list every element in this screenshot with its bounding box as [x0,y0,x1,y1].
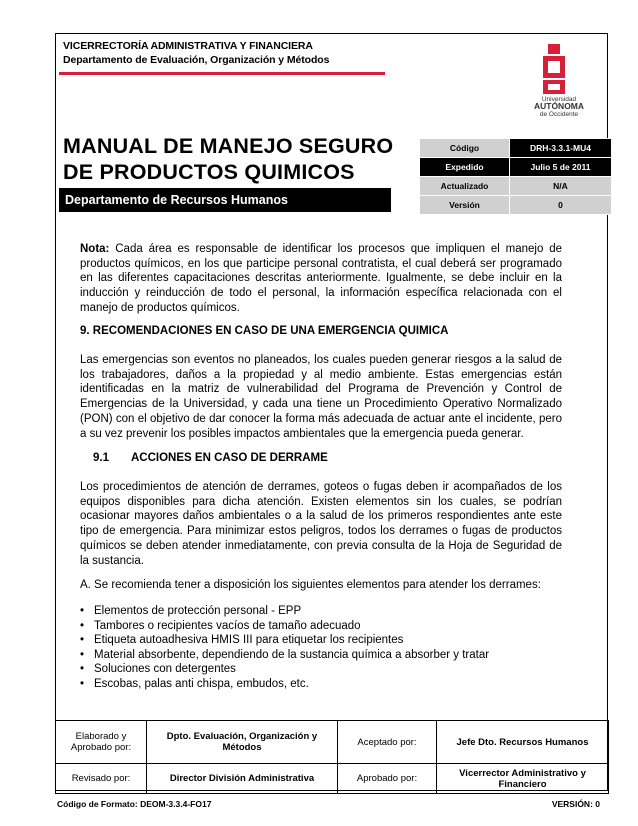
logo-de-occidente: de Occidente [539,111,579,116]
aprobado-value: Vicerrector Administrativo y Financiero [437,764,609,794]
meta-label: Expedido [420,158,510,177]
list-item: • Escobas, palas anti chispa, embudos, etc. [80,677,489,692]
title-line-1: MANUAL DE MANEJO SEGURO [63,134,394,158]
version-label: VERSIÓN: 0 [551,799,600,809]
section-9-1-heading: ACCIONES EN CASO DE DERRAME [131,452,328,464]
meta-row-actualizado [420,177,612,196]
aceptado-value: Jefe Dto. Recursos Humanos [437,721,609,764]
item-a-text: A. Se recomienda tener a disposición los siguientes elementos para atender los derrames: [80,579,541,591]
list-item: • Tambores o recipientes vacíos de tamaño adecuado [80,619,489,634]
meta-value: Julio 5 de 2011 [510,158,612,177]
meta-row-expedido [420,158,612,177]
department-subtitle: Departamento de Evaluación, Organización y Métodos [63,54,330,66]
aceptado-label: Aceptado por: [338,721,437,764]
meta-value: N/A [510,177,612,196]
nota-label: Nota: [80,243,110,255]
header-red-rule [59,72,385,75]
meta-value: 0 [510,196,612,215]
section-9-1-paragraph: Los procedimientos de atención de derrames, goteos o fugas deben ir acompañados de los equipos disponibles para dicha atención. Existen elementos sin los cuales, se podrían ocasionar mayores daños ambientales o a la salud de los primeros respondientes ante este tipo de emergencia. Para minimizar estos peligros, todos los derrames o fugas de productos químicos se deben atender inmediatamente, con previa consulta de la Hoja de Seguridad de la sustancia. [80,481,562,567]
equipment-list [80,604,489,692]
department-bar: Departamento de Recursos Humanos [59,188,391,212]
format-code: Código de Formato: DEOM-3.3.4-FO17 [57,799,212,809]
meta-label: Versión [420,196,510,215]
section-9-heading: 9. RECOMENDACIONES EN CASO DE UNA EMERGENCIA QUIMICA [80,325,449,337]
signature-row-1 [56,721,609,764]
elaborado-value: Dpto. Evaluación, Organización y Métodos [147,721,338,764]
list-item: • Soluciones con detergentes [80,662,489,677]
list-item: • Material absorbente, dependiendo de la sustancia química a absorber y tratar [80,648,489,663]
section-9-paragraph: Las emergencias son eventos no planeados, los cuales pueden generar riesgos a la salud de los trabajadores, daños a la propiedad y al medio ambiente. Estas emergencias están identificadas en la matriz de vulnerabilidad del Programa de Prevención y Control de Emergencias de la Universidad, y cada una tiene un Procedimiento Operativo Normalizado (PON) con el objetivo de dar conocer la forma más adecuada de actuar ante el incidente, pero a su vez prevenir los posibles impactos ambientales que la emergencia pueda generar. [80,354,562,440]
meta-value: DRH-3.3.1-MU4 [510,139,612,158]
revisado-label: Revisado por: [56,764,147,794]
meta-row-version [420,196,612,215]
vicerrectoria-label: VICERRECTORÍA ADMINISTRATIVA Y FINANCIERA [63,40,313,52]
title-line-2: DE PRODUCTOS QUIMICOS [63,160,355,184]
nota-paragraph [80,242,562,316]
revisado-value: Director División Administrativa [147,764,338,794]
document-title [63,133,393,185]
list-item: • Elementos de protección personal - EPP [80,604,489,619]
list-item: • Etiqueta autoadhesiva HMIS III para etiquetar los recipientes [80,633,489,648]
aprobado-label: Aprobado por: [338,764,437,794]
logo-autonoma: AUTÓNOMA [533,101,585,111]
section-9-1-number: 9.1 [93,452,109,464]
elaborado-label: Elaborado y Aprobado por: [56,721,147,764]
meta-row-codigo [420,139,612,158]
meta-label: Código [420,139,510,158]
meta-label: Actualizado [420,177,510,196]
logo-universidad: Universidad [541,96,577,103]
signature-row-2 [56,764,609,794]
document-meta-table [419,138,612,215]
nota-text: Cada área es responsable de identificar los procesos que impliquen el manejo de productos químicos, en los que participe personal contratista, el cual deberá ser programado en las diferentes capacitaciones descritas anteriormente. Igualmente, se debe incluir en la inducción y reinducción de todo el personal, la información específica relacionada con el manejo de productos químicos. [80,243,562,314]
university-logo [518,44,600,116]
signature-table [55,720,609,794]
